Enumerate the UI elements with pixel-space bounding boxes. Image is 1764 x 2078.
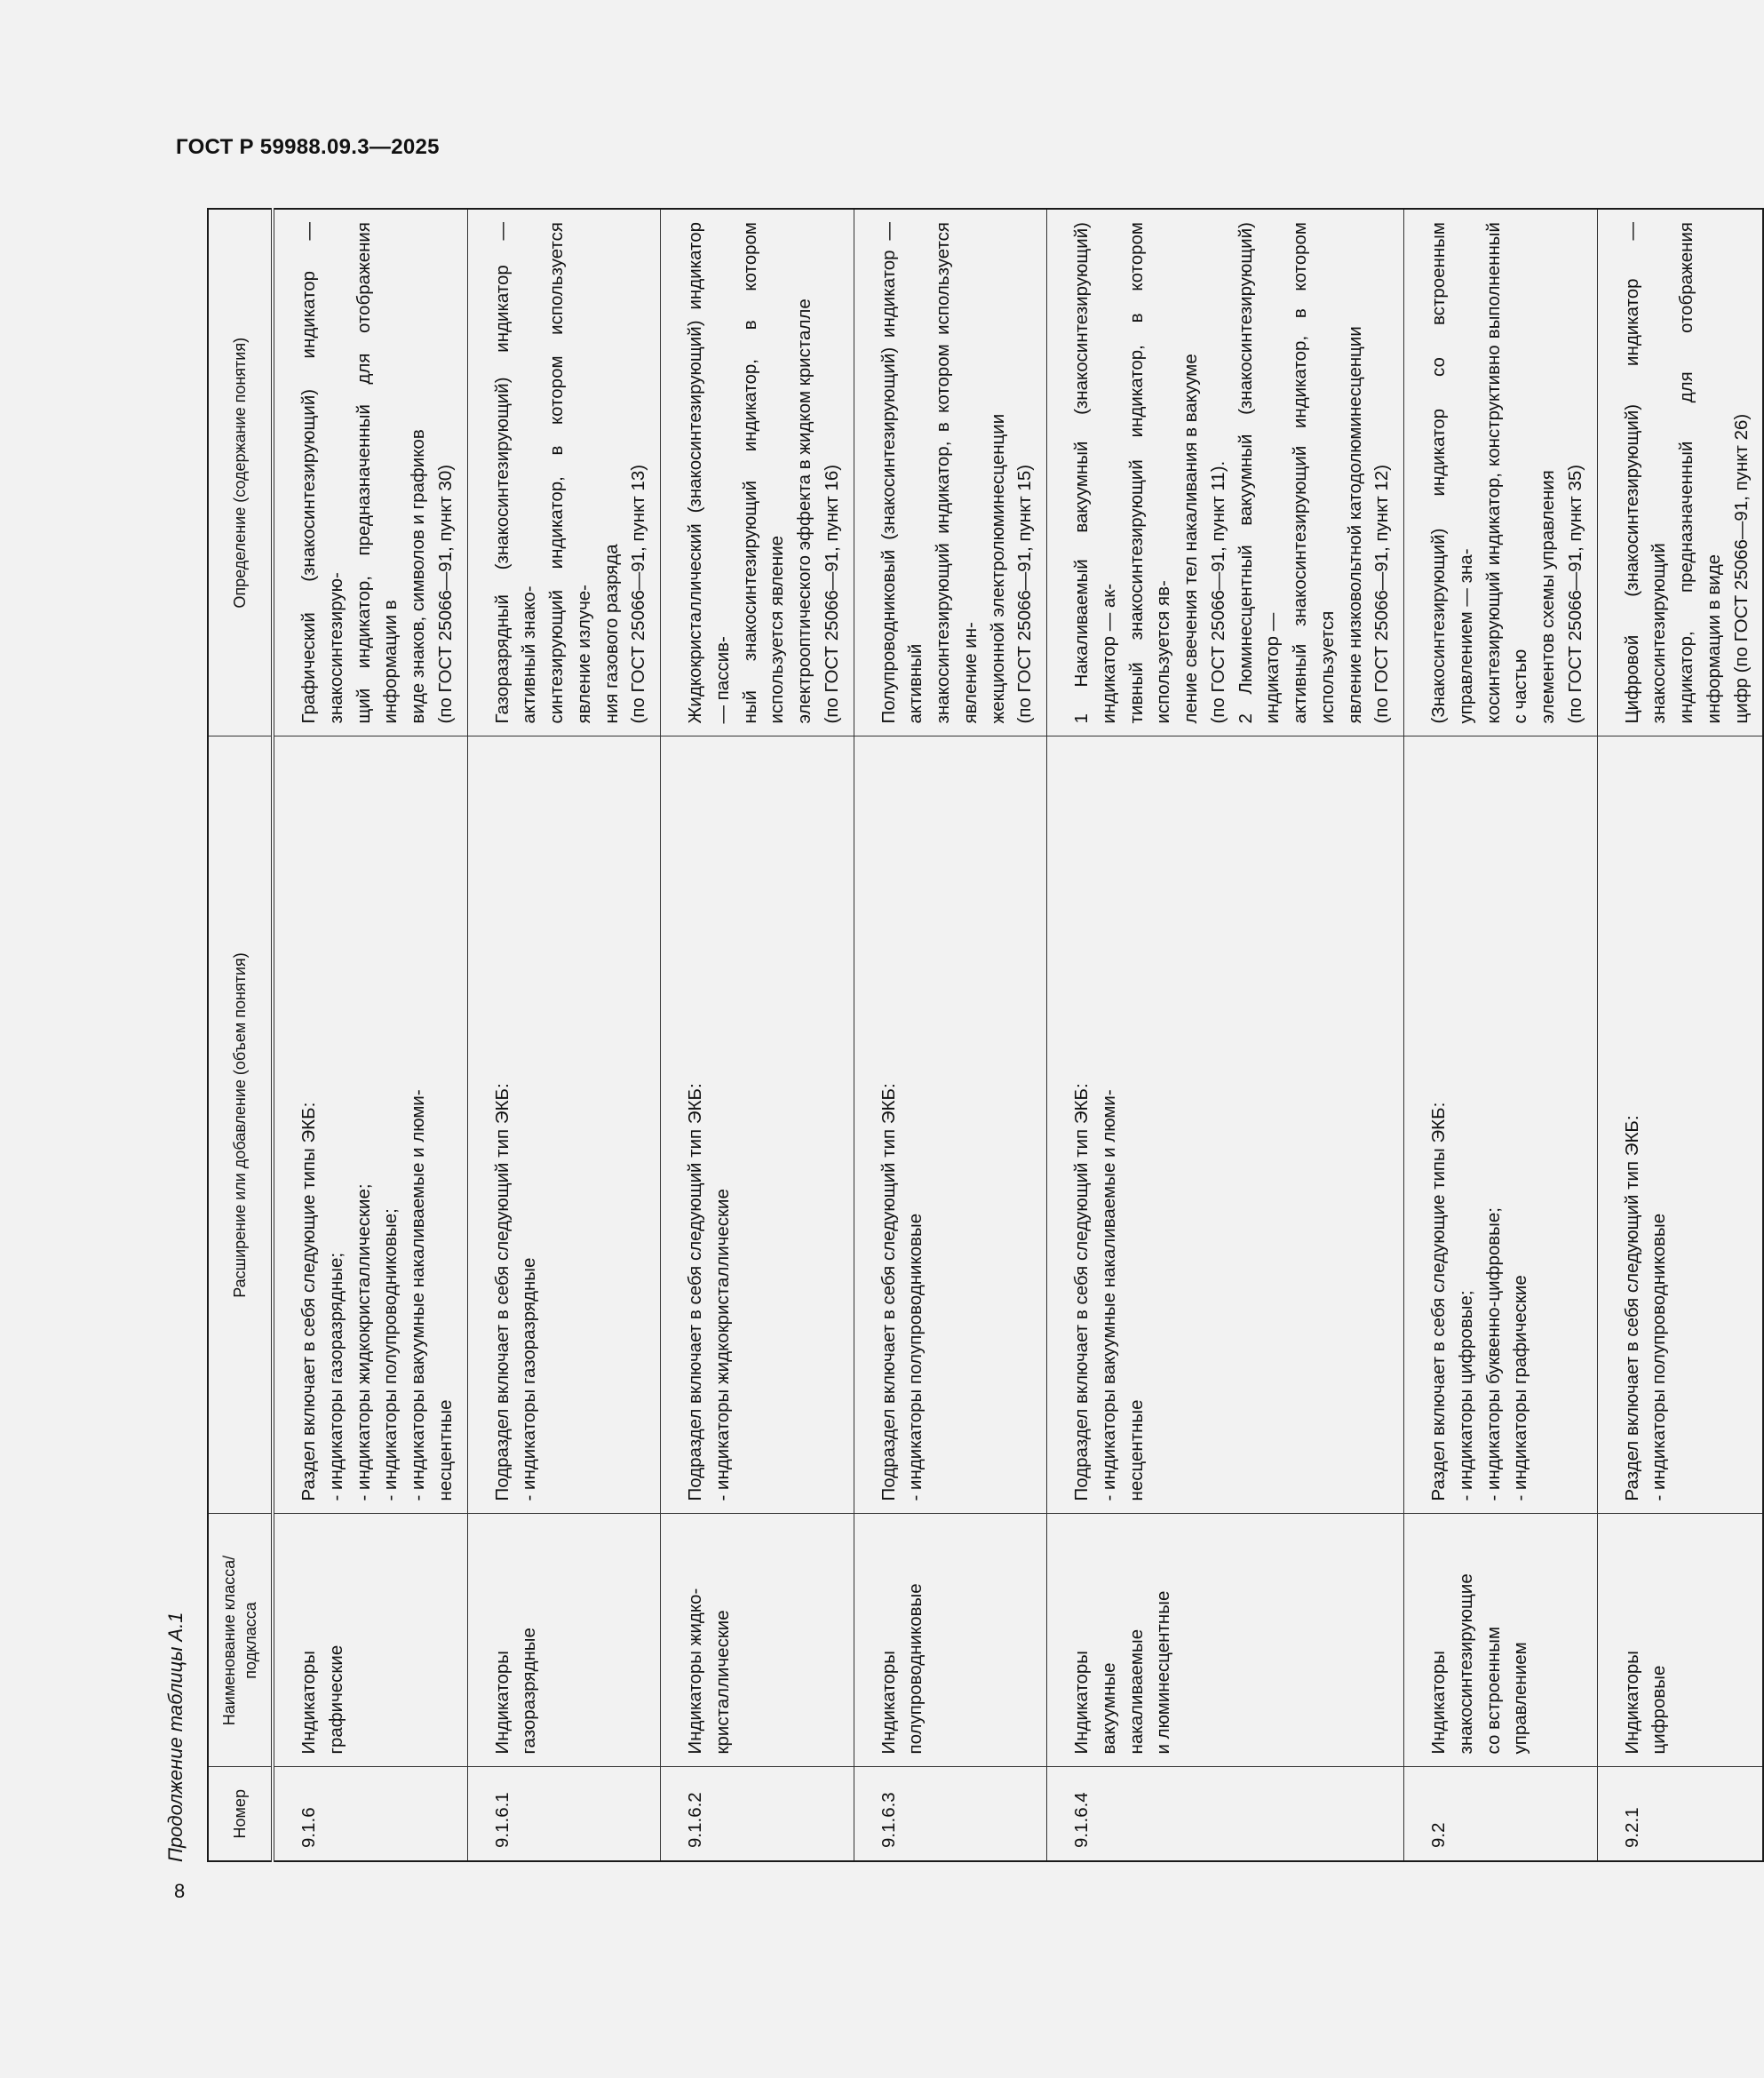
page-number: 8	[174, 1880, 186, 1902]
cell-line: электрооптического эффекта в жидком кристалле	[794, 299, 814, 724]
table-row	[1404, 209, 1598, 1861]
cell-line: графические	[325, 1644, 346, 1755]
cell-scope	[1047, 736, 1404, 1514]
cell-definition	[661, 209, 854, 736]
cell-line: Газоразрядный (знакосинтезирующий) индикатор — активный знако-	[491, 222, 540, 724]
cell-definition	[467, 209, 661, 736]
cell-line: - индикаторы графические	[1510, 1275, 1531, 1501]
table-row	[273, 209, 467, 1861]
cell-line: жекционной электролюминесценции	[987, 413, 1008, 724]
cell-number: 9.1.6.4	[1047, 1767, 1404, 1861]
cell-line: Индикаторы	[1071, 1650, 1092, 1755]
cell-line: явление низковольтной катодолюминесценции	[1344, 326, 1365, 724]
cell-line: Раздел включает в себя следующий тип ЭКБ:	[1621, 1115, 1642, 1501]
cell-line: - индикаторы вакуумные накаливаемые и люми-	[408, 1089, 428, 1501]
cell-number: 9.2	[1404, 1767, 1598, 1861]
cell-line: Подраздел включает в себя следующий тип ЭКБ:	[1071, 1083, 1092, 1501]
cell-line: Индикаторы жидко-	[685, 1588, 705, 1755]
cell-line: - индикаторы полупроводниковые	[905, 1213, 926, 1501]
column-header-number: Номер	[208, 1767, 273, 1861]
cell-line: Графический (знакосинтезирующий) индикатор — знакосинтезирую-	[298, 222, 346, 724]
cell-number: 9.1.6.2	[661, 1767, 854, 1861]
cell-line: знакосинтезирующий индикатор, в котором используется явление ин-	[933, 222, 981, 724]
cell-line: (по ГОСТ 25066—91, пункт 12)	[1371, 464, 1393, 724]
table-row	[1597, 209, 1763, 1861]
cell-definition	[854, 209, 1047, 736]
cell-scope	[467, 736, 661, 1514]
cell-line: 1 Накаливаемый вакуумный (знакосинтезирующий) индикатор — ак-	[1071, 222, 1119, 724]
cell-line: синтезирующий индикатор, в котором используется явление излуче-	[546, 222, 594, 724]
cell-line: Подраздел включает в себя следующий тип ЭКБ:	[491, 1083, 513, 1501]
cell-definition	[1597, 209, 1763, 736]
cell-line: Индикаторы	[298, 1650, 319, 1755]
cell-line: тивный знакосинтезирующий индикатор, в котором используется яв-	[1125, 222, 1174, 724]
cell-name	[661, 1514, 854, 1767]
cell-line: ление свечения тел накаливания в вакууме	[1180, 354, 1201, 724]
cell-line: (по ГОСТ 25066—91, пункт 35)	[1564, 464, 1585, 724]
cell-line: Подраздел включает в себя следующий тип ЭКБ:	[685, 1083, 705, 1501]
table-row	[661, 209, 854, 1861]
cell-line: - индикаторы полупроводниковые;	[380, 1208, 401, 1501]
cell-scope	[273, 736, 467, 1514]
cell-line: - индикаторы буквенно-цифровые;	[1482, 1207, 1504, 1501]
cell-definition	[1047, 209, 1404, 736]
cell-line: цифр (по ГОСТ 25066—91, пункт 26)	[1730, 413, 1752, 724]
cell-line: активный знакосинтезирующий индикатор, в котором используется	[1290, 222, 1338, 724]
document-code: ГОСТ Р 59988.09.3—2025	[176, 135, 440, 159]
classification-table	[207, 208, 1764, 1862]
table-caption: Продолжение таблицы А.1	[164, 1612, 187, 1862]
table-row	[467, 209, 661, 1861]
cell-line: щий индикатор, предназначенный для отображения информации в	[353, 222, 401, 724]
cell-number: 9.2.1	[1597, 1767, 1763, 1861]
cell-line: косинтезирующий индикатор, конструктивно выполненный с частью	[1482, 222, 1531, 724]
cell-line: Жидкокристаллический (знакосинтезирующий) индикатор — пассив-	[685, 222, 733, 724]
cell-line: - индикаторы жидкокристаллические	[711, 1189, 733, 1501]
cell-line: Полупроводниковый (знакосинтезирующий) индикатор — активный	[878, 222, 926, 724]
cell-line: кристаллические	[711, 1610, 733, 1755]
cell-line: (по ГОСТ 25066—91, пункт 13)	[628, 464, 649, 724]
cell-scope	[661, 736, 854, 1514]
cell-line: Индикаторы	[491, 1650, 513, 1755]
cell-name	[273, 1514, 467, 1767]
cell-line: - индикаторы полупроводниковые	[1649, 1213, 1670, 1501]
cell-line: и люминесцентные	[1153, 1590, 1174, 1755]
cell-line: вакуумные	[1098, 1662, 1119, 1755]
cell-line: виде знаков, символов и графиков	[408, 429, 428, 724]
cell-line: накаливаемые	[1125, 1628, 1147, 1755]
table-row	[1047, 209, 1404, 1861]
cell-line: Раздел включает в себя следующие типы ЭКБ:	[1428, 1102, 1449, 1501]
cell-line: (по ГОСТ 25066—91, пункт 30)	[434, 464, 456, 724]
cell-line: ния газового разряда	[600, 544, 622, 724]
cell-line: несцентные	[1125, 1399, 1147, 1501]
cell-line: управлением	[1510, 1642, 1531, 1755]
cell-definition	[1404, 209, 1598, 736]
cell-number: 9.1.6.3	[854, 1767, 1047, 1861]
cell-line: Индикаторы	[1428, 1650, 1449, 1755]
cell-line: - индикаторы газоразрядные	[519, 1257, 540, 1501]
cell-line: - индикаторы цифровые;	[1455, 1290, 1476, 1501]
cell-line: (по ГОСТ 25066—91, пункт 16)	[821, 464, 842, 724]
table-header-row	[208, 209, 273, 1861]
cell-line: элементов схемы управления	[1538, 470, 1558, 724]
column-header-name: Наименование класса/подкласса	[208, 1514, 273, 1767]
cell-line: Цифровой (знакосинтезирующий) индикатор — знакосинтезирующий	[1621, 222, 1670, 724]
column-header-scope: Расширение или добавление (объем понятия)	[208, 736, 273, 1514]
cell-line: знакосинтезирующие	[1455, 1573, 1476, 1755]
cell-scope	[1404, 736, 1598, 1514]
cell-line: несцентные	[434, 1399, 456, 1501]
cell-number: 9.1.6.1	[467, 1767, 661, 1861]
cell-line: (Знакосинтезирующий) индикатор со встроенным управлением — зна-	[1428, 222, 1476, 724]
cell-line: (по ГОСТ 25066—91, пункт 11).	[1207, 460, 1228, 724]
cell-name	[1597, 1514, 1763, 1767]
cell-line: полупроводниковые	[905, 1583, 926, 1755]
cell-name	[1404, 1514, 1598, 1767]
cell-line: ный знакосинтезирующий индикатор, в котором используется явление	[739, 222, 788, 724]
cell-line: Раздел включает в себя следующие типы ЭКБ:	[298, 1102, 319, 1501]
cell-line: Подраздел включает в себя следующий тип ЭКБ:	[878, 1083, 899, 1501]
column-header-definition: Определение (содержание понятия)	[208, 209, 273, 736]
cell-scope	[854, 736, 1047, 1514]
cell-line: индикатор, предназначенный для отображения информации в виде	[1676, 222, 1724, 724]
cell-definition	[273, 209, 467, 736]
cell-line: 2 Люминесцентный вакуумный (знакосинтезирующий) индикатор —	[1235, 222, 1283, 724]
cell-line: - индикаторы газоразрядные;	[325, 1252, 346, 1501]
table-row	[854, 209, 1047, 1861]
cell-line: цифровые	[1649, 1665, 1670, 1755]
cell-line: Индикаторы	[878, 1650, 899, 1755]
cell-number: 9.1.6	[273, 1767, 467, 1861]
cell-line: - индикаторы жидкокристаллические;	[353, 1183, 374, 1501]
cell-line: (по ГОСТ 25066—91, пункт 15)	[1014, 464, 1036, 724]
cell-line: со встроенным	[1482, 1626, 1504, 1755]
cell-line: Индикаторы	[1621, 1650, 1642, 1755]
cell-name	[467, 1514, 661, 1767]
cell-name	[854, 1514, 1047, 1767]
rotated-table-block	[156, 210, 1752, 1862]
cell-name	[1047, 1514, 1404, 1767]
cell-line: - индикаторы вакуумные накаливаемые и люми-	[1098, 1089, 1119, 1501]
cell-line: газоразрядные	[519, 1628, 540, 1755]
cell-scope	[1597, 736, 1763, 1514]
